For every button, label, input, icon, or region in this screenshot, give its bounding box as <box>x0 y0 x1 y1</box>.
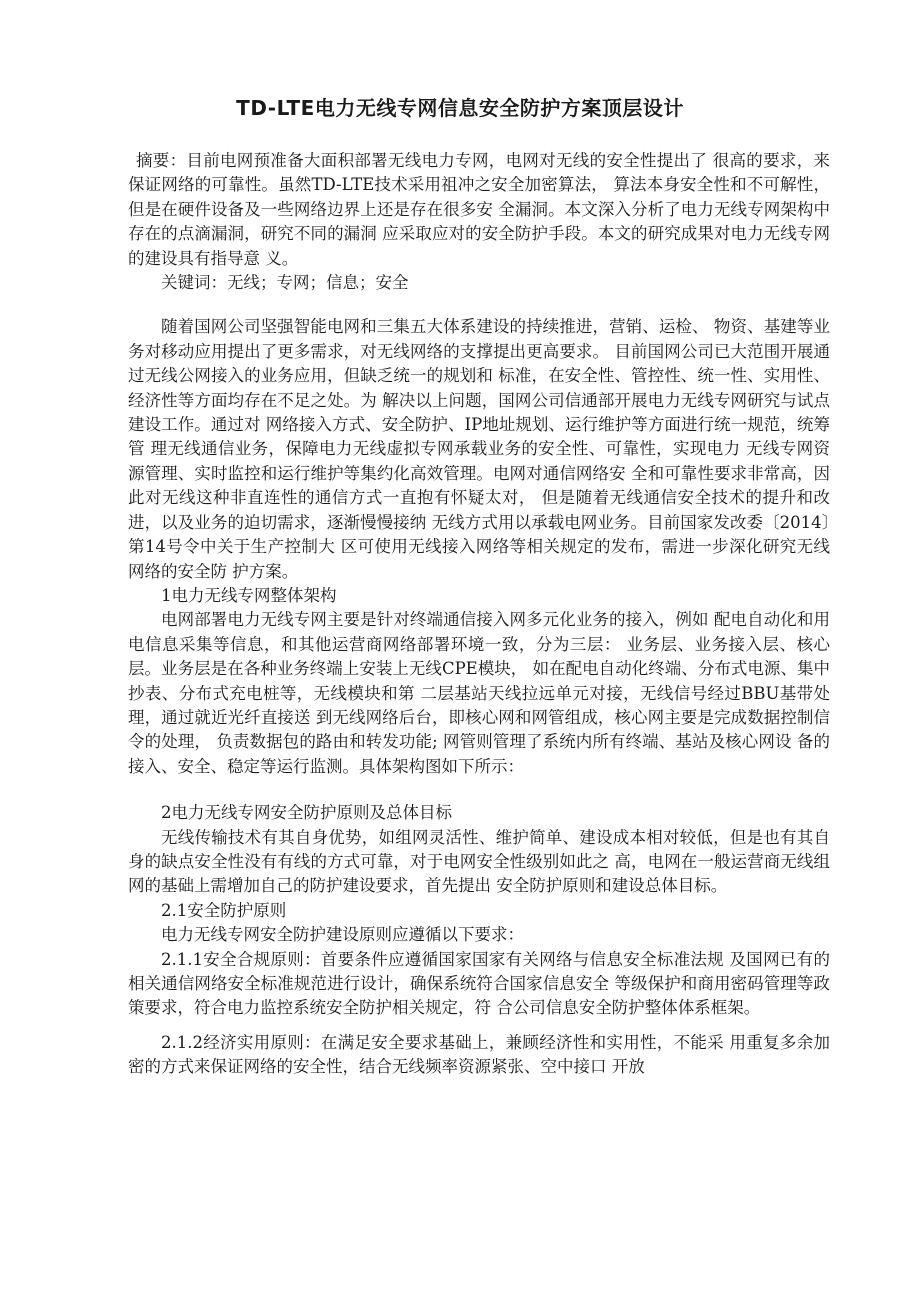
rule-2-1-1: 2.1.1安全合规原则：首要条件应遵循国家国家有关网络与信息安全标准法规 及国网已有的相关通信网络安全标准规范进行设计，确保系统符合国家信息安全 等级保护和商用密码管理等政策要求，符合电力监控系统安全防护相关规定，符 合公司信息安全防护整体体系框架。 <box>128 949 830 1018</box>
section-2-1-heading: 2.1安全防护原则 <box>161 900 287 920</box>
keywords-line: 关键词：无线；专网；信息；安全 <box>161 273 409 293</box>
section-2-1-intro: 电力无线专网安全防护建设原则应遵循以下要求： <box>161 925 524 945</box>
intro-paragraph: 随着国网公司坚强智能电网和三集五大体系建设的持续推进，营销、运检、 物资、基建等业务对移动应用提出了更多需求，对无线网络的支撑提出更高要求。 目前国网公司已大范围开展通过无线公网接入的业务应用，但缺乏统一的规划和 标准，在安全性、管控性、统一性、实用性、经济性等方面均存在不足之处。为 解决以上问题，国网公司信通部开展电力无线专网研究与试点建设工作。通过对 网络接入方式、安全防护、IP地址规划、运行维护等方面进行统一规范，统筹管 理无线通信业务，保障电力无线虚拟专网承载业务的安全性、可靠性，实现电力 无线专网资源管理、实时监控和运行维护等集约化高效管理。电网对通信网络安 全和可靠性要求非常高，因此对无线这种非直连性的通信方式一直抱有怀疑太对， 但是随着无线通信安全技术的提升和改进，以及业务的迫切需求，逐渐慢慢接纳 无线方式用以承载电网业务。目前国家发改委〔2014〕第14号令中关于生产控制大 区可使用无线接入网络等相关规定的发布，需进一步深化研究无线网络的安全防 护方案。 <box>128 317 830 581</box>
section-2-body: 无线传输技术有其自身优势，如组网灵活性、维护简单、建设成本相对较低，但是也有其自身的缺点安全性没有有线的方式可靠，对于电网安全性级别如此之 高，电网在一般运营商无线组网的基础上需增加自己的防护建设要求，首先提出 安全防护原则和建设总体目标。 <box>128 827 830 896</box>
rule-2-1-2: 2.1.2经济实用原则：在满足安全要求基础上，兼顾经济性和实用性，不能采 用重复多余加密的方式来保证网络的安全性，结合无线频率资源紧张、空中接口 开放 <box>128 1032 830 1077</box>
section-1-heading: 1电力无线专网整体架构 <box>161 585 337 605</box>
section-2-heading: 2电力无线专网安全防护原则及总体目标 <box>161 803 452 823</box>
abstract-paragraph: 摘要：目前电网预准备大面积部署无线电力专网，电网对无线的安全性提出了 很高的要求，来保证网络的可靠性。虽然TD-LTE技术采用祖冲之安全加密算法， 算法本身安全性和不可解性，但是在硬件设备及一些网络边界上还是存在很多安 全漏洞。本文深入分析了电力无线专网架构中存在的点滴漏洞，研究不同的漏洞 应采取应对的安全防护手段。本文的研究成果对电力无线专网的建设具有指导意 义。 <box>128 151 830 268</box>
section-1-body: 电网部署电力无线专网主要是针对终端通信接入网多元化业务的接入，例如 配电自动化和用电信息采集等信息，和其他运营商网络部署环境一致，分为三层： 业务层、业务接入层、核心层。业务层是在各种业务终端上安装上无线CPE模块， 如在配电自动化终端、分布式电源、集中抄表、分布式充电桩等，无线模块和第 二层基站天线拉远单元对接，无线信号经过BBU基带处理，通过就近光纤直接送 到无线网络后台，即核心网和网管组成，核心网主要是完成数据控制信令的处理， 负责数据包的路由和转发功能; 网管则管理了系统内所有终端、基站及核心网设 备的接入、安全、稳定等运行监测。具体架构图如下所示： <box>128 610 830 776</box>
document-title: TD-LTE电力无线专网信息安全防护方案顶层设计 <box>236 96 684 120</box>
